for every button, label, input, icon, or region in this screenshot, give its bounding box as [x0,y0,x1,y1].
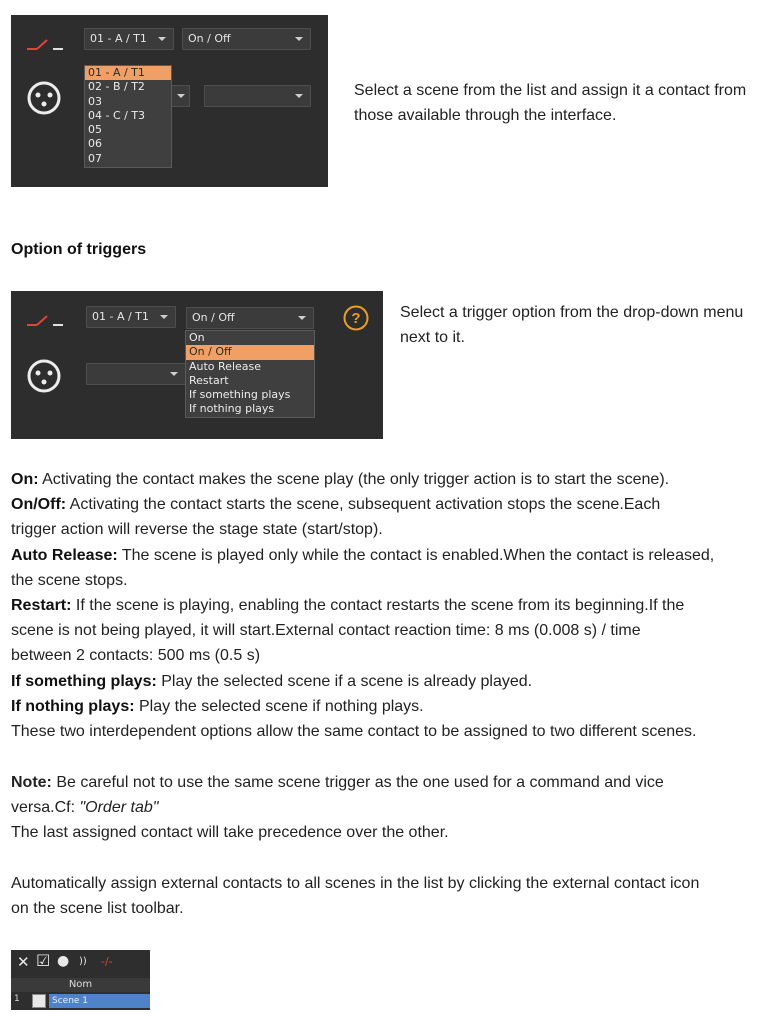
term-label: If nothing plays: [11,697,135,715]
trigger-select[interactable] [186,307,314,329]
row-number: 1 [14,994,20,1004]
term-text: Activating the contact starts the scene, subsequent activation stops the scene.Each [66,496,661,514]
scene-option[interactable]: 06 [88,137,102,151]
term-label: On/Off: [11,496,67,514]
trigger-option-auto-release[interactable]: Auto Release [189,359,262,373]
term-text: trigger action will reverse the stage state (start/stop). [11,521,383,539]
auto-assign-line: Automatically assign external contacts to all scenes in the list by clicking the external contact icon [11,875,700,892]
table-row[interactable] [11,993,150,1009]
scene-select-value: 01 - A / T1 [92,310,149,323]
note-line [11,795,781,820]
scene-option[interactable]: 03 [88,94,102,108]
scene-select-value: 01 - A / T1 [90,32,147,45]
contact-select[interactable] [204,85,311,107]
chevron-down-icon [160,315,168,319]
definition-if-something-plays [11,669,781,694]
sound-icon[interactable]: )) [79,956,87,967]
close-icon[interactable]: ✕ [17,953,30,971]
scene-contact-panel [11,15,328,187]
trigger-option-on-off[interactable]: On / Off [186,345,314,359]
definition-restart [11,593,781,618]
trigger-option-if-nothing-plays[interactable]: If nothing plays [189,402,275,416]
trigger-option-panel [11,291,383,439]
contact-select-partial[interactable] [171,85,190,107]
trigger-option-on[interactable]: On [189,331,205,344]
scene-option[interactable]: 01 - A / T1 [85,66,171,80]
column-header[interactable]: Nom [11,978,150,992]
trigger-definitions [11,467,781,744]
contact-select[interactable] [86,363,186,385]
term-label: Auto Release: [11,546,118,564]
note-text: The last assigned contact will take precedence over the other. [11,824,449,842]
xlr-connector-icon [27,81,61,115]
record-icon[interactable]: ● [57,953,70,969]
term-text: between 2 contacts: 500 ms (0.5 s) [11,647,261,665]
order-tab-reference: "Order tab" [79,799,159,817]
note-block [11,770,781,846]
row-checkbox[interactable] [32,994,46,1008]
definition-auto-release [11,543,781,568]
definition-if-nothing-plays [11,694,781,719]
term-text: If the scene is playing, enabling the contact restarts the scene from its beginning.If the [71,597,685,615]
definition-on-off [11,492,781,517]
chevron-down-icon [295,94,303,98]
scene-dropdown-list[interactable] [84,65,172,168]
term-label: If something plays: [11,672,157,690]
row-scene-name[interactable]: Scene 1 [49,994,150,1008]
term-label: On: [11,471,39,488]
scene-option[interactable]: 07 [88,151,102,165]
auto-assign-text [11,871,781,921]
contact-icon[interactable]: -/- [101,955,113,968]
note-text: Be careful not to use the same scene trigger as the one used for a command and vice [51,774,664,791]
contact-switch-icon [25,315,65,327]
trigger-dropdown-list[interactable] [185,330,315,418]
term-text: Activating the contact makes the scene play (the only trigger action is to start the scene). [38,471,670,488]
trigger-option-restart[interactable]: Restart [189,373,229,387]
chevron-down-icon [295,37,303,41]
checkbox-icon[interactable]: ☑ [36,951,51,970]
chevron-down-icon [298,316,306,320]
scene-select[interactable] [84,28,174,50]
term-text: scene is not being played, it will start.External contact reaction time: 8 ms (0.008 s) / time [11,622,641,640]
xlr-connector-icon [27,359,61,393]
note-line [11,770,781,795]
trigger-option-if-something-plays[interactable]: If something plays [189,388,291,402]
chevron-down-icon [177,94,185,98]
chevron-down-icon [158,37,166,41]
trigger-select[interactable] [182,28,311,50]
auto-assign-line: on the scene list toolbar. [11,900,184,918]
scene-select-description: Select a scene from the list and assign it a contact from those available through the interface. [354,82,747,124]
help-symbol: ? [351,310,361,327]
term-text: The scene is played only while the contact is enabled.When the contact is released, [117,546,715,564]
chevron-down-icon [170,372,178,376]
scene-option[interactable]: 05 [88,123,102,137]
term-text: These two interdependent options allow the same contact to be assigned to two different scenes. [11,723,697,741]
trigger-select-value: On / Off [188,32,231,45]
section-heading: Option of triggers [11,241,147,258]
note-text: versa.Cf: [11,799,80,817]
scene-list-toolbar [11,950,150,1010]
trigger-select-value: On / Off [192,311,235,324]
scene-select[interactable] [86,306,176,328]
term-text: the scene stops. [11,571,128,589]
help-icon[interactable] [343,305,369,331]
term-text: Play the selected scene if nothing plays. [134,697,424,715]
definition-on [11,467,781,492]
term-label: Restart: [11,597,72,615]
scene-option[interactable]: 04 - C / T3 [88,108,146,122]
term-text: Play the selected scene if a scene is already played. [156,672,533,690]
scene-option[interactable]: 02 - B / T2 [88,80,145,94]
contact-switch-icon [25,39,65,51]
note-label: Note: [11,774,52,791]
trigger-select-description: Select a trigger option from the drop-down menu next to it. [400,304,744,346]
